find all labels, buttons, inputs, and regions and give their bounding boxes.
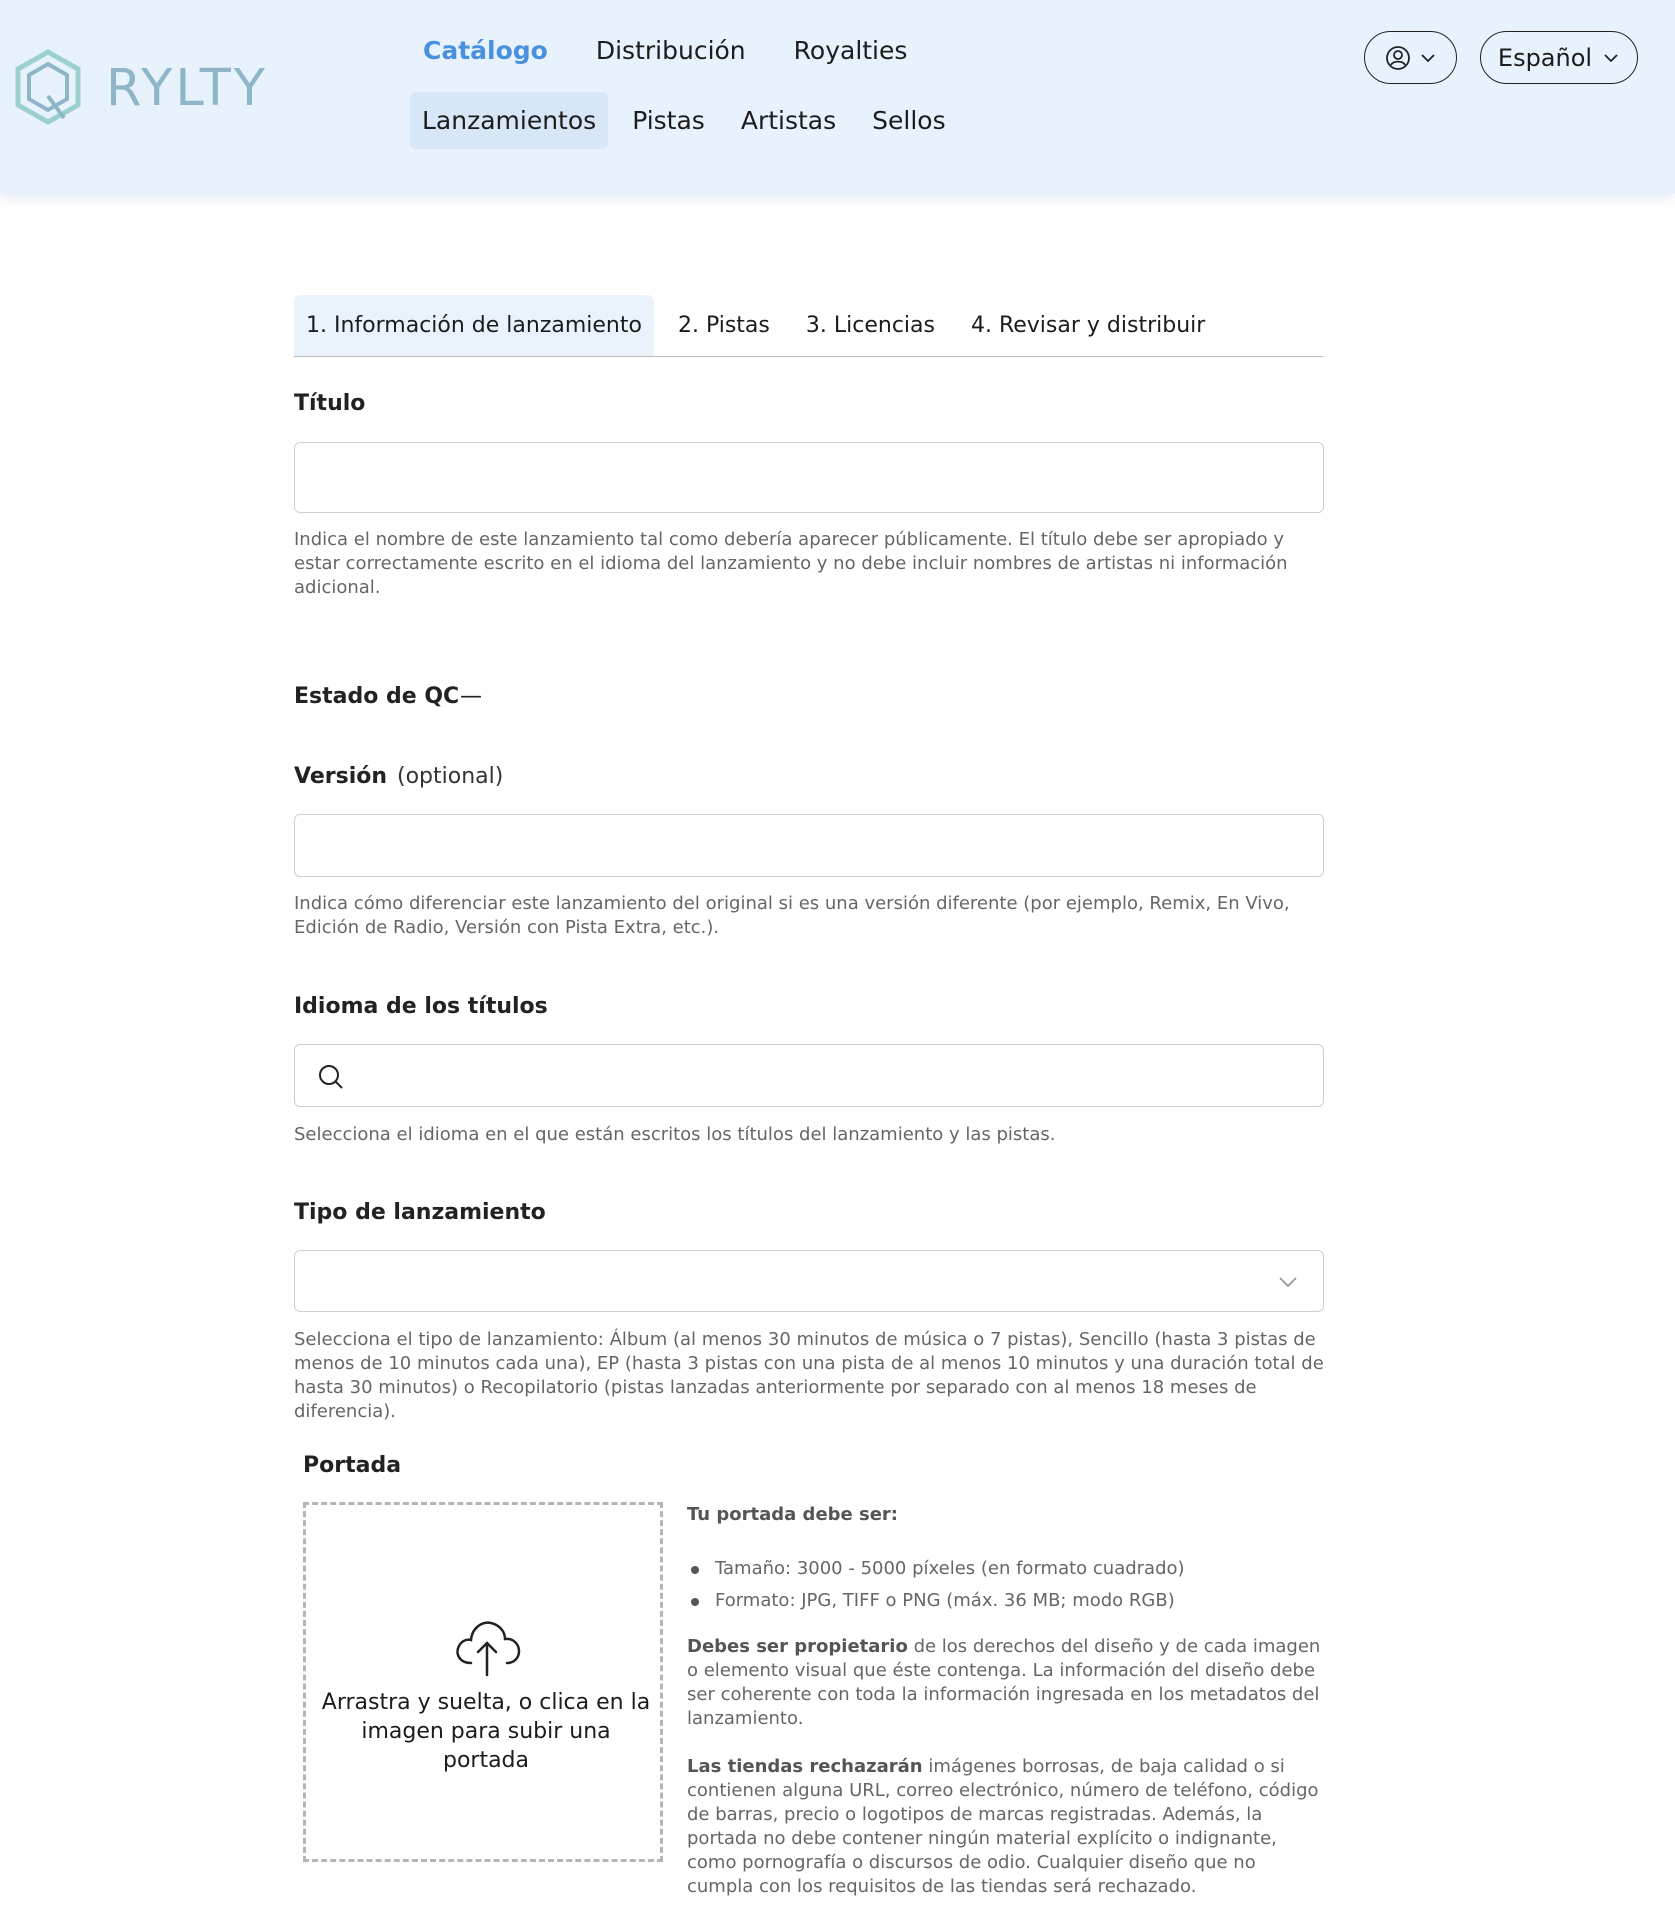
cover-dropzone[interactable] xyxy=(303,1502,663,1862)
version-input[interactable] xyxy=(294,814,1324,877)
title-language-help: Selecciona el idioma en el que están escritos los títulos del lanzamiento y las pistas. xyxy=(294,1124,1056,1145)
dropzone-text: Arrastra y suelta, o clica en la imagen para subir una portada xyxy=(321,1690,651,1773)
title-language-label: Idioma de los títulos xyxy=(294,994,548,1019)
search-icon xyxy=(317,1063,345,1091)
ownership-bold: Debes ser propietario xyxy=(687,1636,908,1657)
release-type-help: Selecciona el tipo de lanzamiento: Álbum (al menos 30 minutos de música o 7 pistas), Sencillo (hasta 3 pistas de menos de 10 minutos cada una), EP (hasta 3 pistas con una pista de al menos 10 minutos y una duración total de hasta 30 minutos) o Recopilatorio (pistas lanzadas anteriormente por separado con al menos 18 meses de diferencia). xyxy=(294,1329,1324,1422)
nav-distribucion[interactable]: Distribución xyxy=(595,36,746,65)
main-nav xyxy=(423,34,955,67)
list-item: Tamaño: 3000 - 5000 píxeles (en formato cuadrado) xyxy=(687,1557,1327,1581)
stores-note xyxy=(687,1755,1327,1899)
sub-nav xyxy=(410,92,970,149)
cover-requirements xyxy=(687,1503,1327,1906)
list-item: Formato: JPG, TIFF o PNG (máx. 36 MB; modo RGB) xyxy=(687,1589,1327,1613)
user-icon xyxy=(1385,45,1411,71)
chevron-down-icon xyxy=(1602,49,1620,67)
logo-text: RYLTY xyxy=(106,58,269,118)
version-help: Indica cómo diferenciar este lanzamiento del original si es una versión diferente (por ejemplo, Remix, En Vivo, Edición de Radio, Versión con Pista Extra, etc.). xyxy=(294,893,1290,938)
subnav-sellos[interactable]: Sellos xyxy=(872,106,946,135)
step-release-info[interactable]: 1. Información de lanzamiento xyxy=(294,295,654,356)
nav-catalogo[interactable]: Catálogo xyxy=(423,36,548,65)
rylty-logo-icon xyxy=(12,48,84,128)
step-tracks[interactable]: 2. Pistas xyxy=(677,313,770,338)
version-label xyxy=(294,764,503,789)
release-stepper xyxy=(294,295,1323,357)
logo[interactable] xyxy=(12,48,268,128)
step-licenses[interactable]: 3. Licencias xyxy=(805,313,935,338)
title-input[interactable] xyxy=(294,442,1324,513)
language-label: Español xyxy=(1497,43,1593,72)
chevron-down-icon xyxy=(1419,49,1437,67)
subnav-artistas[interactable]: Artistas xyxy=(740,106,837,135)
subnav-pistas[interactable]: Pistas xyxy=(632,106,705,135)
app-header xyxy=(0,0,1675,194)
stores-text: imágenes borrosas, de baja calidad o si contienen alguna URL, correo electrónico, número de teléfono, código de barras, precio o logotipos de marcas registradas. Además, la portada no debe contener ningún material explícito o indignante, como pornografía o discursos de odio. Cualquier diseño que no cumpla con los requisitos de las tiendas será rechazado. xyxy=(687,1756,1319,1897)
subnav-lanzamientos[interactable]: Lanzamientos xyxy=(410,92,608,149)
stores-bold: Las tiendas rechazarán xyxy=(687,1756,923,1777)
version-optional-tag: (optional) xyxy=(397,764,504,789)
qc-status-label: Estado de QC xyxy=(294,684,460,709)
chevron-down-icon xyxy=(1277,1271,1299,1293)
ownership-note xyxy=(687,1635,1327,1731)
release-type-label: Tipo de lanzamiento xyxy=(294,1200,546,1225)
cloud-upload-icon xyxy=(451,1613,523,1677)
title-language-search[interactable] xyxy=(294,1044,1324,1107)
qc-status-value: — xyxy=(460,684,482,709)
release-type-select[interactable] xyxy=(294,1250,1324,1312)
language-selector[interactable] xyxy=(1480,31,1638,84)
title-help: Indica el nombre de este lanzamiento tal como debería aparecer públicamente. El título debe ser apropiado y estar correctamente escrito en el idioma del lanzamiento y no debe incluir nombres de artistas ni información adicional. xyxy=(294,529,1288,598)
title-label: Título xyxy=(294,391,366,416)
user-menu-button[interactable] xyxy=(1364,31,1457,84)
requirements-list xyxy=(687,1557,1327,1613)
ownership-text: de los derechos del diseño y de cada imagen o elemento visual que éste contenga. La información del diseño debe ser coherente con toda la información ingresada en los metadatos del lanzamiento. xyxy=(687,1636,1321,1729)
cover-label: Portada xyxy=(303,1453,402,1478)
nav-royalties[interactable]: Royalties xyxy=(793,36,908,65)
step-review-distribute[interactable]: 4. Revisar y distribuir xyxy=(970,313,1206,338)
version-label-text: Versión xyxy=(294,764,388,789)
requirements-title: Tu portada debe ser: xyxy=(687,1504,899,1525)
